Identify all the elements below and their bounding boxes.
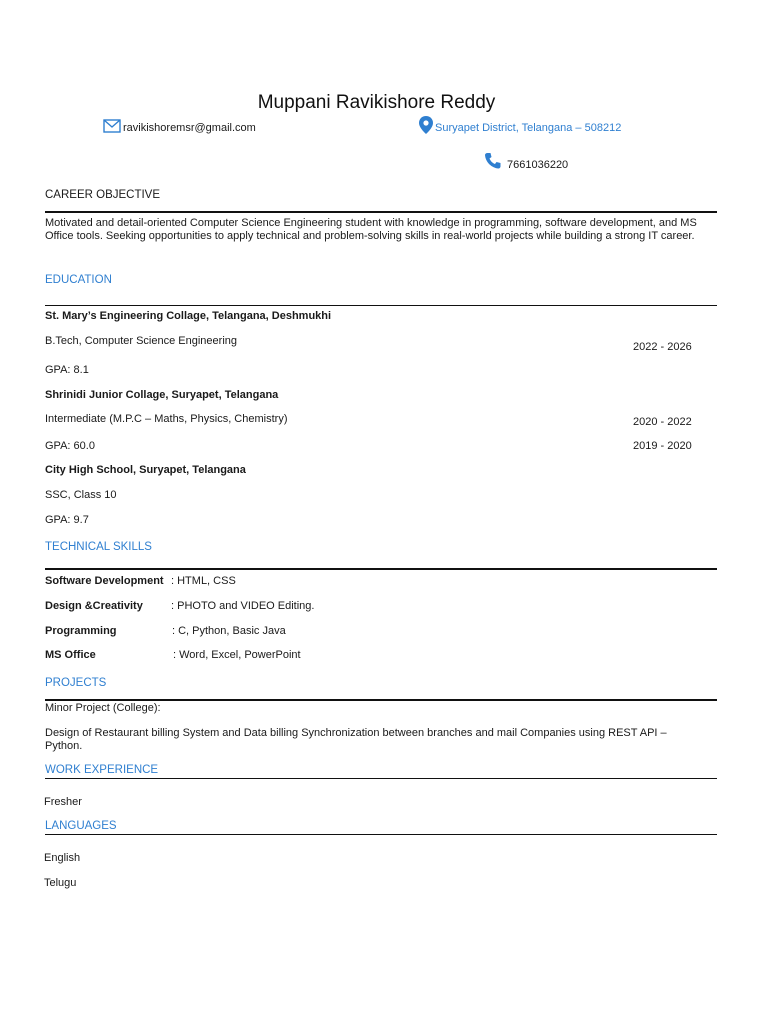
phone-number[interactable]: 7661036220 [507,159,569,171]
education-degree: B.Tech, Computer Science Engineering [45,335,237,347]
section-divider [45,699,717,701]
education-years: 2019 - 2020 [633,440,692,452]
work-experience-heading: WORK EXPERIENCE [45,764,159,776]
education-institution: Shrinidi Junior Collage, Suryapet, Telangana [45,389,279,401]
education-institution: City High School, Suryapet, Telangana [45,464,246,476]
education-degree: Intermediate (M.P.C – Maths, Physics, Chemistry) [45,413,288,425]
project-description: Design of Restaurant billing System and Data billing Synchronization between branches and mail Companies using REST API – Python. [45,727,667,752]
languages-heading: LANGUAGES [45,820,117,832]
skill-value: : Word, Excel, PowerPoint [173,649,301,661]
email-link[interactable]: ravikishoremsr@gmail.com [123,122,256,134]
projects-heading: PROJECTS [45,677,107,689]
section-divider [45,778,717,779]
skill-label: MS Office [45,649,96,661]
section-divider [45,305,717,306]
language-item: English [44,852,81,864]
skill-label: Programming [45,625,117,637]
education-years: 2020 - 2022 [633,416,692,428]
candidate-name: Muppani Ravikishore Reddy [257,92,496,113]
map-pin-icon [419,116,433,134]
phone-icon [484,152,502,170]
skill-label: Software Development [45,575,164,587]
skill-value: : HTML, CSS [171,575,236,587]
project-subheading: Minor Project (College): [45,702,161,714]
skill-label: Design &Creativity [45,600,143,612]
education-years: 2022 - 2026 [633,341,692,353]
skill-value: : PHOTO and VIDEO Editing. [171,600,315,612]
skills-heading: TECHNICAL SKILLS [45,541,152,553]
address-text: Suryapet District, Telangana – 508212 [435,122,622,134]
section-divider [45,568,717,570]
education-institution: St. Mary’s Engineering Collage, Telangana, Deshmukhi [45,310,332,322]
language-item: Telugu [44,877,77,889]
career-objective-text: Motivated and detail-oriented Computer Science Engineering student with knowledge in programming, software development, and MS Office tools. Seeking opportunities to apply technical and problem-solving skills in real-world projects while building a strong IT career. [45,217,697,242]
skill-value: : C, Python, Basic Java [172,625,286,637]
education-gpa: GPA: 9.7 [45,514,89,526]
section-divider [45,834,717,835]
envelope-icon [103,119,121,133]
education-degree: SSC, Class 10 [45,489,117,501]
career-objective-heading: CAREER OBJECTIVE [45,189,161,201]
section-divider [45,211,717,213]
education-gpa: GPA: 8.1 [45,364,89,376]
education-gpa: GPA: 60.0 [45,440,95,452]
work-experience-value: Fresher [44,796,82,808]
education-heading: EDUCATION [45,274,112,286]
